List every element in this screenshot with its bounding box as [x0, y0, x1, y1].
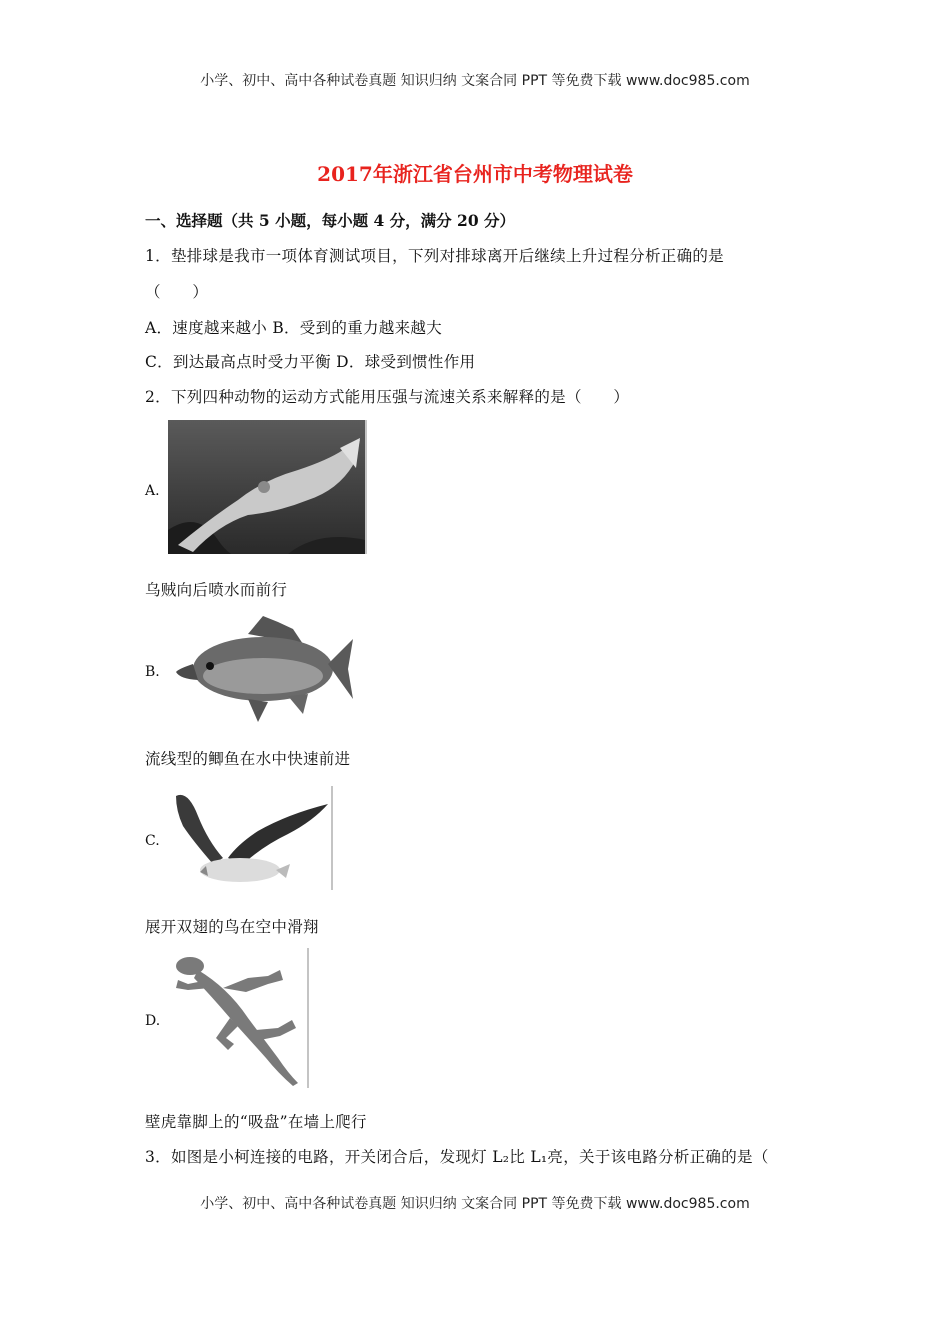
page-title: 2017年浙江省台州市中考物理试卷: [317, 162, 633, 186]
page-header: 小学、初中、高中各种试卷真题 知识归纳 文案合同 PPT 等免费下载 www.doc985.com: [200, 73, 750, 89]
option-a-letter: A.: [145, 483, 160, 499]
fish-photo: [168, 614, 358, 726]
option-b-caption: 流线型的鲫鱼在水中快速前进: [145, 750, 351, 768]
question-3-stem: 3．如图是小柯连接的电路，开关闭合后，发现灯 L₂比 L₁亮，关于该电路分析正确的是（: [145, 1148, 769, 1166]
bird-photo: [168, 786, 334, 890]
page-footer: 小学、初中、高中各种试卷真题 知识归纳 文案合同 PPT 等免费下载 www.doc985.com: [200, 1196, 750, 1212]
squid-photo: [168, 420, 368, 554]
option-b-letter: B.: [145, 664, 160, 680]
question-2-stem: 2．下列四种动物的运动方式能用压强与流速关系来解释的是（ ）: [145, 388, 630, 406]
option-c-letter: C.: [145, 833, 160, 849]
option-d-caption: 壁虎靠脚上的“吸盘”在墙上爬行: [145, 1113, 367, 1131]
question-1-stem: 1．垫排球是我市一项体育测试项目，下列对排球离开后继续上升过程分析正确的是: [145, 247, 724, 265]
section-heading: 一、选择题（共 5 小题，每小题 4 分，满分 20 分）: [145, 211, 516, 230]
question-1-paren: （ ）: [145, 283, 209, 301]
question-1-options-ab: A．速度越来越小 B．受到的重力越来越大: [145, 319, 443, 337]
question-1-options-cd: C．到达最高点时受力平衡 D．球受到惯性作用: [145, 353, 476, 371]
option-c-caption: 展开双翅的鸟在空中滑翔: [145, 918, 319, 936]
option-a-caption: 乌贼向后喷水而前行: [145, 581, 288, 599]
gecko-photo: [168, 948, 310, 1088]
option-d-letter: D.: [145, 1013, 161, 1029]
